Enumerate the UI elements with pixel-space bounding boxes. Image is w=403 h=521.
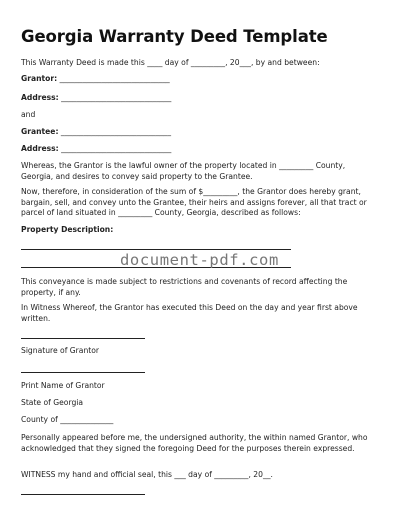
property-description-line-1 [21, 249, 291, 250]
grantor-address-blank: _____________________________ [61, 93, 172, 102]
witness-whereof-paragraph: In Witness Whereof, the Grantor has executed this Deed on the day and year first above written. [21, 303, 358, 323]
grantor-label: Grantor: [21, 74, 58, 83]
notary-signature-line [21, 494, 145, 495]
document-title: Georgia Warranty Deed Template [21, 27, 328, 46]
witness-hand-text: WITNESS my hand and official seal, this ___ day of _________, 20__. [21, 470, 273, 479]
consideration-paragraph: Now, therefore, in consideration of the sum of $_________, the Grantor does hereby grant, bargain, sell, and convey unto the Grantee, their heirs and assigns forever, all that tract or parcel of land situated in _________ County, Georgia, described as follows: [21, 187, 367, 217]
grantee-address-blank: _____________________________ [61, 144, 172, 153]
grantor-address-label: Address: [21, 93, 59, 102]
signature-label: Signature of Grantor [21, 346, 99, 355]
conveyance-paragraph: This conveyance is made subject to restrictions and covenants of record affecting the property, if any. [21, 277, 348, 297]
intro-text: This Warranty Deed is made this ____ day of _________, 20___, by and between: [21, 58, 320, 67]
grantee-address-label: Address: [21, 144, 59, 153]
print-name-line [21, 372, 145, 373]
grantee-label: Grantee: [21, 127, 59, 136]
state-label: State of Georgia [21, 398, 84, 407]
personally-appeared-paragraph: Personally appeared before me, the undersigned authority, the within named Grantor, who acknowledged that they signed the foregoing Deed for the purposes therein expressed. [21, 433, 368, 453]
print-name-label: Print Name of Grantor [21, 381, 105, 390]
grantee-address-row [21, 144, 171, 155]
grantor-blank: _____________________________ [59, 74, 170, 83]
grantor-row [21, 74, 170, 85]
grantor-address-row [21, 93, 171, 104]
county-label: County of ______________ [21, 415, 114, 424]
grantee-row [21, 127, 171, 138]
and-text: and [21, 110, 36, 119]
whereas-paragraph: Whereas, the Grantor is the lawful owner of the property located in _________ County, Georgia, and desires to convey said property to the Grantee. [21, 161, 346, 181]
grantee-blank: _____________________________ [60, 127, 172, 136]
watermark: document-pdf.com [120, 251, 279, 269]
signature-line [21, 338, 145, 339]
property-description-label: Property Description: [21, 225, 114, 234]
